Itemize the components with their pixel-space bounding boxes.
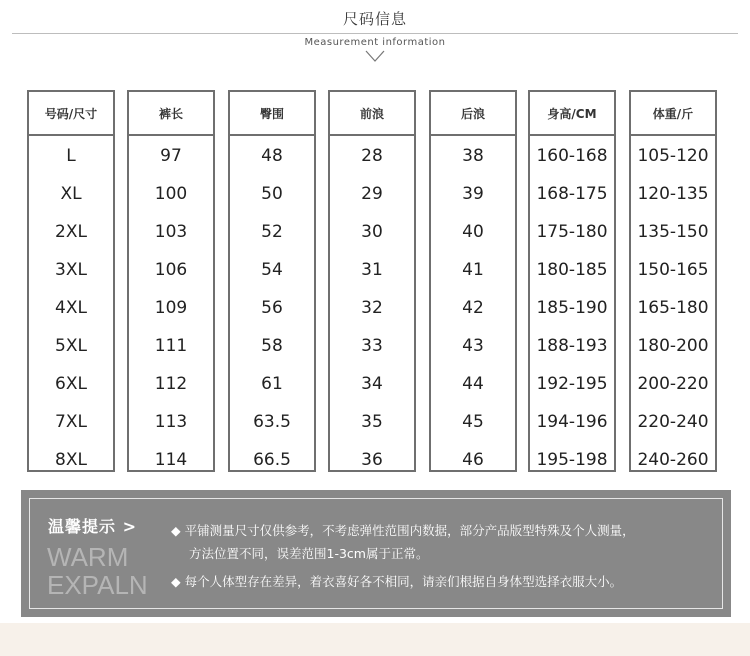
table-cell: 160-168 <box>536 146 608 166</box>
column-weight <box>629 90 717 472</box>
page-subtitle: Measurement information <box>304 37 446 48</box>
table-cell: 29 <box>361 184 383 204</box>
table-cell: 2XL <box>55 222 87 242</box>
column-header: 臀围 <box>230 92 314 136</box>
table-cell: 113 <box>154 412 188 432</box>
column-pants-length <box>127 90 215 472</box>
table-cell: 43 <box>462 336 484 356</box>
column-header: 体重/斤 <box>631 92 715 136</box>
table-cell: 180-200 <box>637 336 709 356</box>
table-cell: 114 <box>154 450 188 470</box>
table-cell: 200-220 <box>637 374 709 394</box>
tip-panel <box>21 490 731 617</box>
table-cell: 97 <box>160 146 182 166</box>
table-cell: 41 <box>462 260 484 280</box>
column-front-rise <box>328 90 416 472</box>
table-cell: 168-175 <box>536 184 608 204</box>
table-cell: 40 <box>462 222 484 242</box>
table-cell: 54 <box>261 260 283 280</box>
table-cell: XL <box>60 184 82 204</box>
watermark-expaln: EXPALN <box>47 570 148 600</box>
watermark-warm: WARM <box>47 542 129 572</box>
table-cell: 34 <box>361 374 383 394</box>
table-cell: 103 <box>154 222 188 242</box>
table-cell: 45 <box>462 412 484 432</box>
table-cell: 32 <box>361 298 383 318</box>
table-cell: 120-135 <box>637 184 709 204</box>
table-cell: 220-240 <box>637 412 709 432</box>
column-size <box>27 90 115 472</box>
table-cell: 35 <box>361 412 383 432</box>
header-divider <box>12 33 738 34</box>
table-cell: 195-198 <box>536 450 608 470</box>
table-cell: 112 <box>154 374 188 394</box>
table-cell: 106 <box>154 260 188 280</box>
table-cell: 61 <box>261 374 283 394</box>
table-cell: 38 <box>462 146 484 166</box>
tip-line-2: 方法位置不同，误差范围1-3cm属于正常。 <box>189 546 429 561</box>
table-cell: 6XL <box>55 374 87 394</box>
chevron-down-icon <box>365 50 385 64</box>
table-cell: 33 <box>361 336 383 356</box>
page-title: 尺码信息 <box>342 10 407 28</box>
table-cell: 175-180 <box>536 222 608 242</box>
tip-line-3: ◆ 每个人体型存在差异，着衣喜好各不相同，请亲们根据自身体型选择衣服大小。 <box>171 574 623 589</box>
table-cell: 111 <box>154 336 188 356</box>
table-cell: 4XL <box>55 298 87 318</box>
table-cell: 180-185 <box>536 260 608 280</box>
table-cell: 150-165 <box>637 260 709 280</box>
table-cell: 135-150 <box>637 222 709 242</box>
table-cell: 31 <box>361 260 383 280</box>
table-cell: 42 <box>462 298 484 318</box>
column-height <box>528 90 616 472</box>
bottom-band <box>0 623 750 656</box>
table-cell: 165-180 <box>637 298 709 318</box>
table-cell: 36 <box>361 450 383 470</box>
table-cell: 185-190 <box>536 298 608 318</box>
table-cell: 56 <box>261 298 283 318</box>
column-header: 后浪 <box>431 92 515 136</box>
table-cell: 105-120 <box>637 146 709 166</box>
table-cell: 7XL <box>55 412 87 432</box>
table-cell: 63.5 <box>253 412 291 432</box>
table-cell: 240-260 <box>637 450 709 470</box>
column-header: 裤长 <box>129 92 213 136</box>
table-cell: 52 <box>261 222 283 242</box>
table-cell: 3XL <box>55 260 87 280</box>
tip-line-1: ◆ 平铺测量尺寸仅供参考，不考虑弹性范围内数据，部分产品版型特殊及个人测量， <box>171 523 635 538</box>
table-cell: 44 <box>462 374 484 394</box>
table-cell: 194-196 <box>536 412 608 432</box>
table-cell: L <box>66 146 76 166</box>
table-cell: 48 <box>261 146 283 166</box>
column-header: 身高/CM <box>530 92 614 136</box>
table-cell: 46 <box>462 450 484 470</box>
column-hip <box>228 90 316 472</box>
table-cell: 58 <box>261 336 283 356</box>
column-header: 前浪 <box>330 92 414 136</box>
tip-title: 温馨提示 > <box>48 517 137 536</box>
table-cell: 5XL <box>55 336 87 356</box>
table-cell: 100 <box>154 184 188 204</box>
column-back-rise <box>429 90 517 472</box>
table-cell: 39 <box>462 184 484 204</box>
table-cell: 192-195 <box>536 374 608 394</box>
table-cell: 30 <box>361 222 383 242</box>
table-cell: 8XL <box>55 450 87 470</box>
column-header: 号码/尺寸 <box>29 92 113 136</box>
table-cell: 109 <box>154 298 188 318</box>
table-cell: 66.5 <box>253 450 291 470</box>
table-cell: 50 <box>261 184 283 204</box>
table-cell: 188-193 <box>536 336 608 356</box>
table-cell: 28 <box>361 146 383 166</box>
